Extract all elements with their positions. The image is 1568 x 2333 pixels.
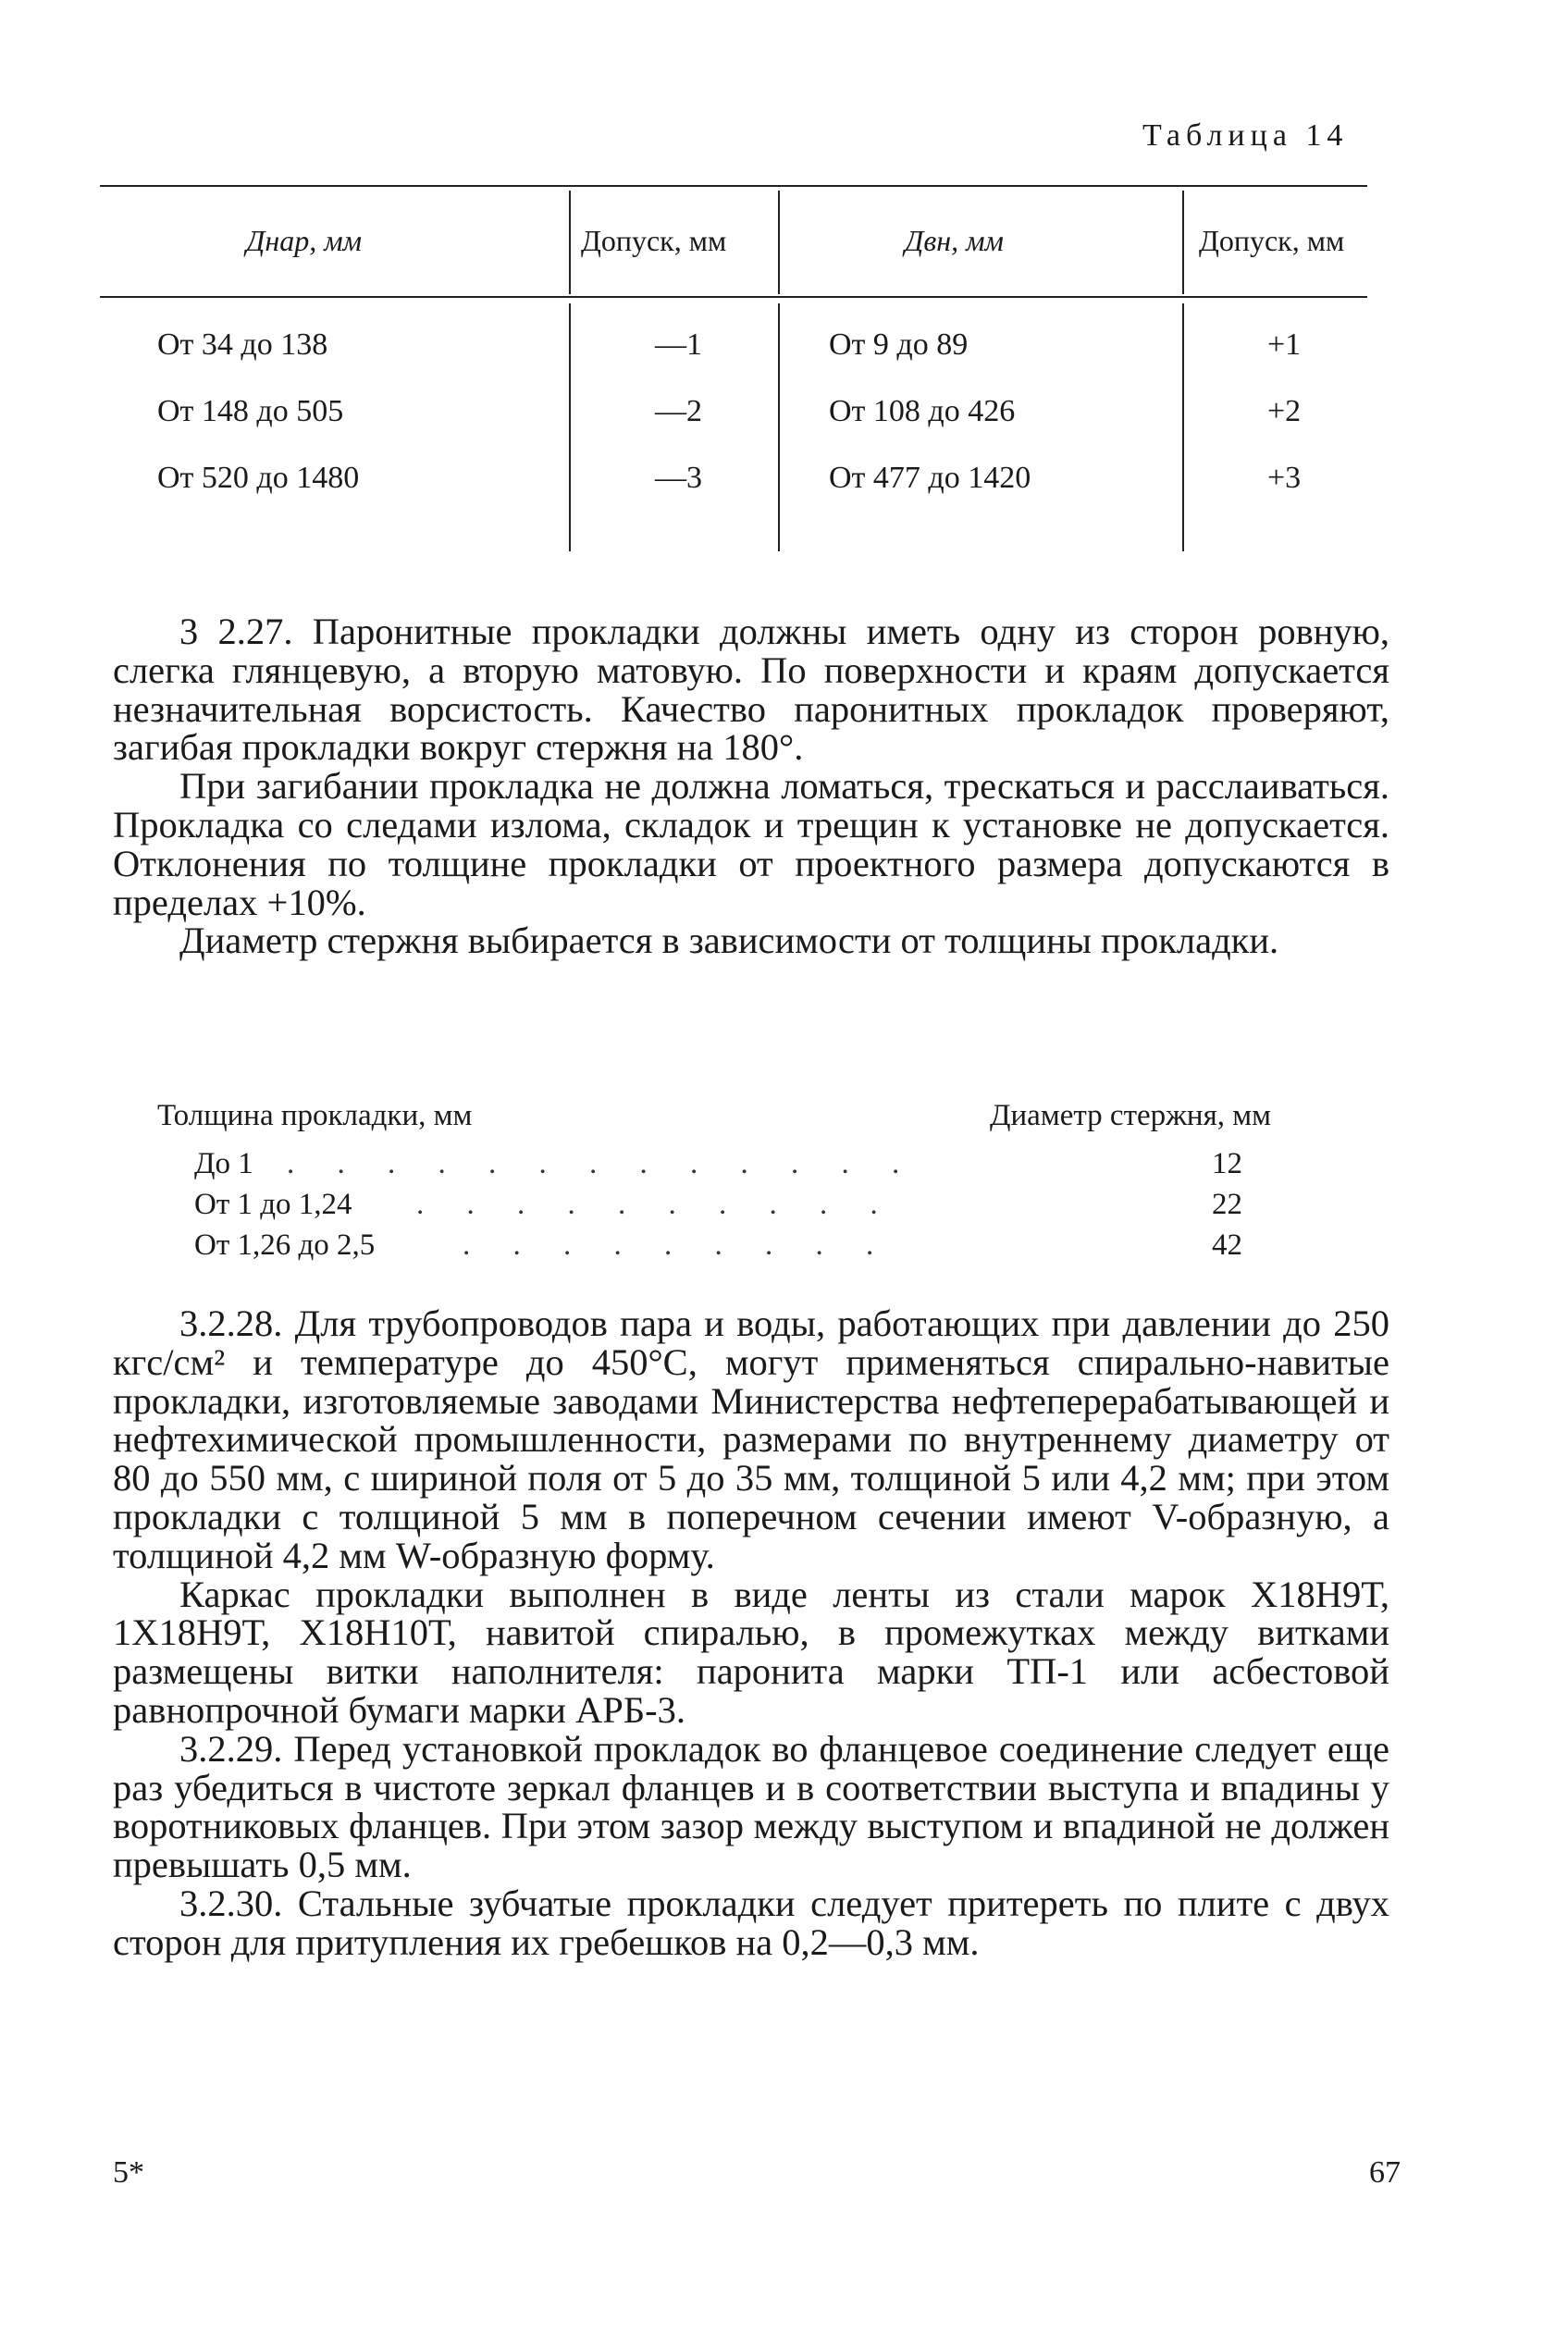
table-header-rule <box>100 296 1367 298</box>
table-cell: От 34 до 138 <box>157 327 328 362</box>
signature-mark: 5* <box>113 2155 144 2190</box>
tolerance-table <box>100 183 1367 555</box>
leader-dots: . . . . . . . . . <box>463 1228 892 1262</box>
rod-table-row <box>194 1188 1242 1228</box>
column-divider <box>778 191 780 294</box>
rod-table-thickness: От 1 до 1,24 <box>194 1188 352 1221</box>
paragraph: Диаметр стержня выбирается в зависимости от толщины прокладки. <box>179 920 1279 962</box>
rod-table-header-thickness: Толщина прокладки, мм <box>157 1099 473 1132</box>
table-cell: От 9 до 89 <box>829 327 969 362</box>
section-3-2-28-to-30 <box>113 1304 1389 1962</box>
rod-table-diameter: 42 <box>1212 1228 1242 1262</box>
table-cell: От 520 до 1480 <box>157 461 360 495</box>
table-cell: +1 <box>1267 327 1302 362</box>
table-caption: Таблица 14 <box>1142 118 1349 153</box>
rod-table-diameter: 22 <box>1212 1188 1242 1221</box>
rod-table-thickness: До 1 <box>194 1147 253 1180</box>
header-inner-diameter: Двн, мм <box>905 224 1004 257</box>
rod-table-row <box>194 1147 1242 1188</box>
paragraph: При загибании прокладка не должна ломаться, трескаться и расслаиваться. Прокладка со следами излома, складок и трещин к установке не допускается. Отклонения по толщине прокладки от проектного размера допускаются в пределах +10%. <box>113 765 1389 923</box>
rod-table-thickness: От 1,26 до 2,5 <box>194 1228 376 1262</box>
paragraph: 3.2.29. Перед установкой прокладок во фланцевое соединение следует еще раз убедиться в чистоте зеркал фланцев и в соответствии выступа и впадины у воротниковых фланцев. При этом зазор между выступом и впадиной не должен превышать 0,5 мм. <box>113 1727 1389 1886</box>
table-cell: +3 <box>1267 461 1302 495</box>
rod-table-diameter: 12 <box>1212 1147 1242 1180</box>
table-cell: —1 <box>655 327 702 362</box>
column-divider <box>1182 303 1184 551</box>
table-cell: От 108 до 426 <box>829 394 1016 428</box>
leader-dots: . . . . . . . . . . . . . <box>287 1147 918 1180</box>
column-divider <box>569 303 571 551</box>
header-outer-diameter: Днар, мм <box>246 224 363 257</box>
page-number: 67 <box>1369 2155 1401 2190</box>
column-divider <box>1182 191 1184 294</box>
leader-dots: . . . . . . . . . . <box>416 1188 895 1221</box>
paragraph: 3.2.30. Стальные зубчатые прокладки следует притереть по плите с двух сторон для притупления их гребешков на 0,2—0,3 мм. <box>113 1882 1389 1963</box>
table-cell: От 148 до 505 <box>157 394 344 428</box>
header-tolerance-inner: Допуск, мм <box>1199 224 1345 257</box>
rod-table-row <box>194 1228 1242 1269</box>
section-3-2-27 <box>113 612 1389 960</box>
table-cell: —3 <box>655 461 702 495</box>
paragraph: 3 2.27. Паронитные прокладки должны иметь одну из сторон ровную, слегка глянцевую, а вторую матовую. По поверхности и краям допускается незначительная ворсистость. Качество паронитных прокладок проверяют, загибая прокладки вокруг стержня на 180°. <box>113 611 1389 769</box>
paragraph: 3.2.28. Для трубопроводов пара и воды, работающих при давлении до 250 кгс/см² и температуре до 450°С, могут применяться спирально-навитые прокладки, изготовляемые заводами Министерства нефтеперерабатывающей и нефтехимической промышленности, размерами по внутреннему диаметру от 80 до 550 мм, с шириной поля от 5 до 35 мм, толщиной 5 или 4,2 мм; при этом прокладки с толщиной 5 мм в поперечном сечении имеют V-образную, а толщиной 4,2 мм W-образную форму. <box>113 1302 1389 1576</box>
table-top-rule <box>100 185 1367 187</box>
column-divider <box>778 303 780 551</box>
header-tolerance-outer: Допуск, мм <box>581 224 727 257</box>
table-cell: +2 <box>1267 394 1302 428</box>
rod-table-header-diameter: Диаметр стержня, мм <box>990 1099 1272 1132</box>
table-cell: —2 <box>655 394 702 428</box>
paragraph: Каркас прокладки выполнен в виде ленты из стали марок Х18Н9Т, 1Х18Н9Т, Х18Н10Т, навитой спиралью, в промежутках между витками размещены витки наполнителя: паронита марки ТП-1 или асбестовой равнопрочной бумаги марки АРБ-3. <box>113 1573 1389 1731</box>
table-cell: От 477 до 1420 <box>829 461 1031 495</box>
column-divider <box>569 191 571 294</box>
